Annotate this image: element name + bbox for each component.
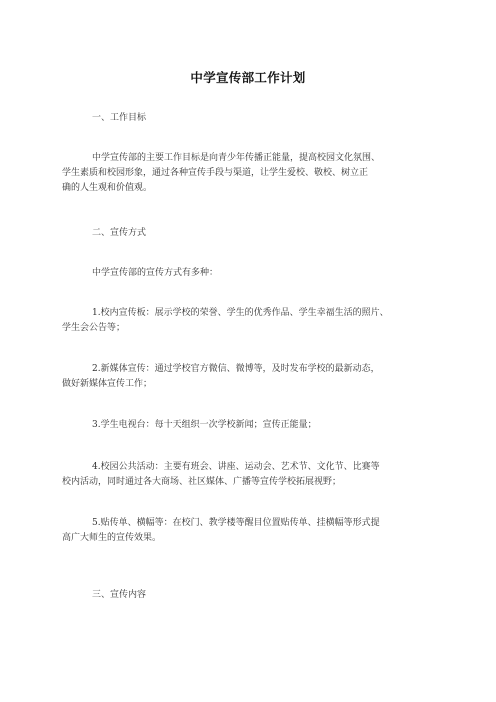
paragraph-line: 做好新媒体宣传工作； bbox=[62, 379, 153, 389]
paragraph-line: 高广大师生的宣传效果。 bbox=[62, 533, 162, 543]
section-heading-methods bbox=[62, 226, 472, 241]
list-item bbox=[62, 460, 442, 490]
paragraph-line: 3.学生电视台：每十天组织一次学校新闻；宣传正能量； bbox=[92, 420, 317, 430]
paragraph-line: 中学宣传部的主要工作目标是向青少年传播正能量，提高校园文化氛围、 bbox=[92, 153, 381, 163]
paragraph-methods-intro bbox=[62, 266, 472, 281]
paragraph-line: 2.新媒体宣传：通过学校官方微信、微博等，及时发布学校的最新动态， bbox=[92, 364, 380, 374]
list-item bbox=[62, 418, 442, 433]
paragraph-line: 中学宣传部的宣传方式有多种： bbox=[92, 268, 219, 278]
paragraph-line: 学生会公告等； bbox=[62, 323, 126, 333]
paragraph-line: 确的人生观和价值观。 bbox=[62, 183, 153, 193]
heading-text: 二、宣传方式 bbox=[92, 228, 147, 238]
section-heading-goals bbox=[62, 111, 472, 126]
list-item bbox=[62, 516, 442, 546]
paragraph-line: 学生素质和校园形象，通过各种宣传手段与渠道，让学生爱校、敬校、树立正 bbox=[62, 168, 369, 178]
section-heading-content bbox=[62, 588, 472, 603]
paragraph-line: 校内活动，同时通过各大商场、社区媒体、广播等宣传学校拓展视野； bbox=[62, 477, 342, 487]
paragraph-line: 5.贴传单、横幅等：在校门、教学楼等醒目位置贴传单、挂横幅等形式提 bbox=[92, 518, 380, 528]
list-item bbox=[62, 306, 442, 336]
paragraph-line: 1.校内宣传板：展示学校的荣誉、学生的优秀作品、学生幸福生活的照片、 bbox=[92, 308, 389, 318]
list-item bbox=[62, 362, 442, 392]
paragraph-goals bbox=[62, 151, 442, 196]
page-title: 中学宣传部工作计划 bbox=[190, 70, 306, 85]
paragraph-line: 4.校园公共活动：主要有班会、讲座、运动会、艺术节、文化节、比赛等 bbox=[92, 462, 380, 472]
heading-text: 一、工作目标 bbox=[92, 113, 147, 123]
heading-text: 三、宣传内容 bbox=[92, 590, 147, 600]
